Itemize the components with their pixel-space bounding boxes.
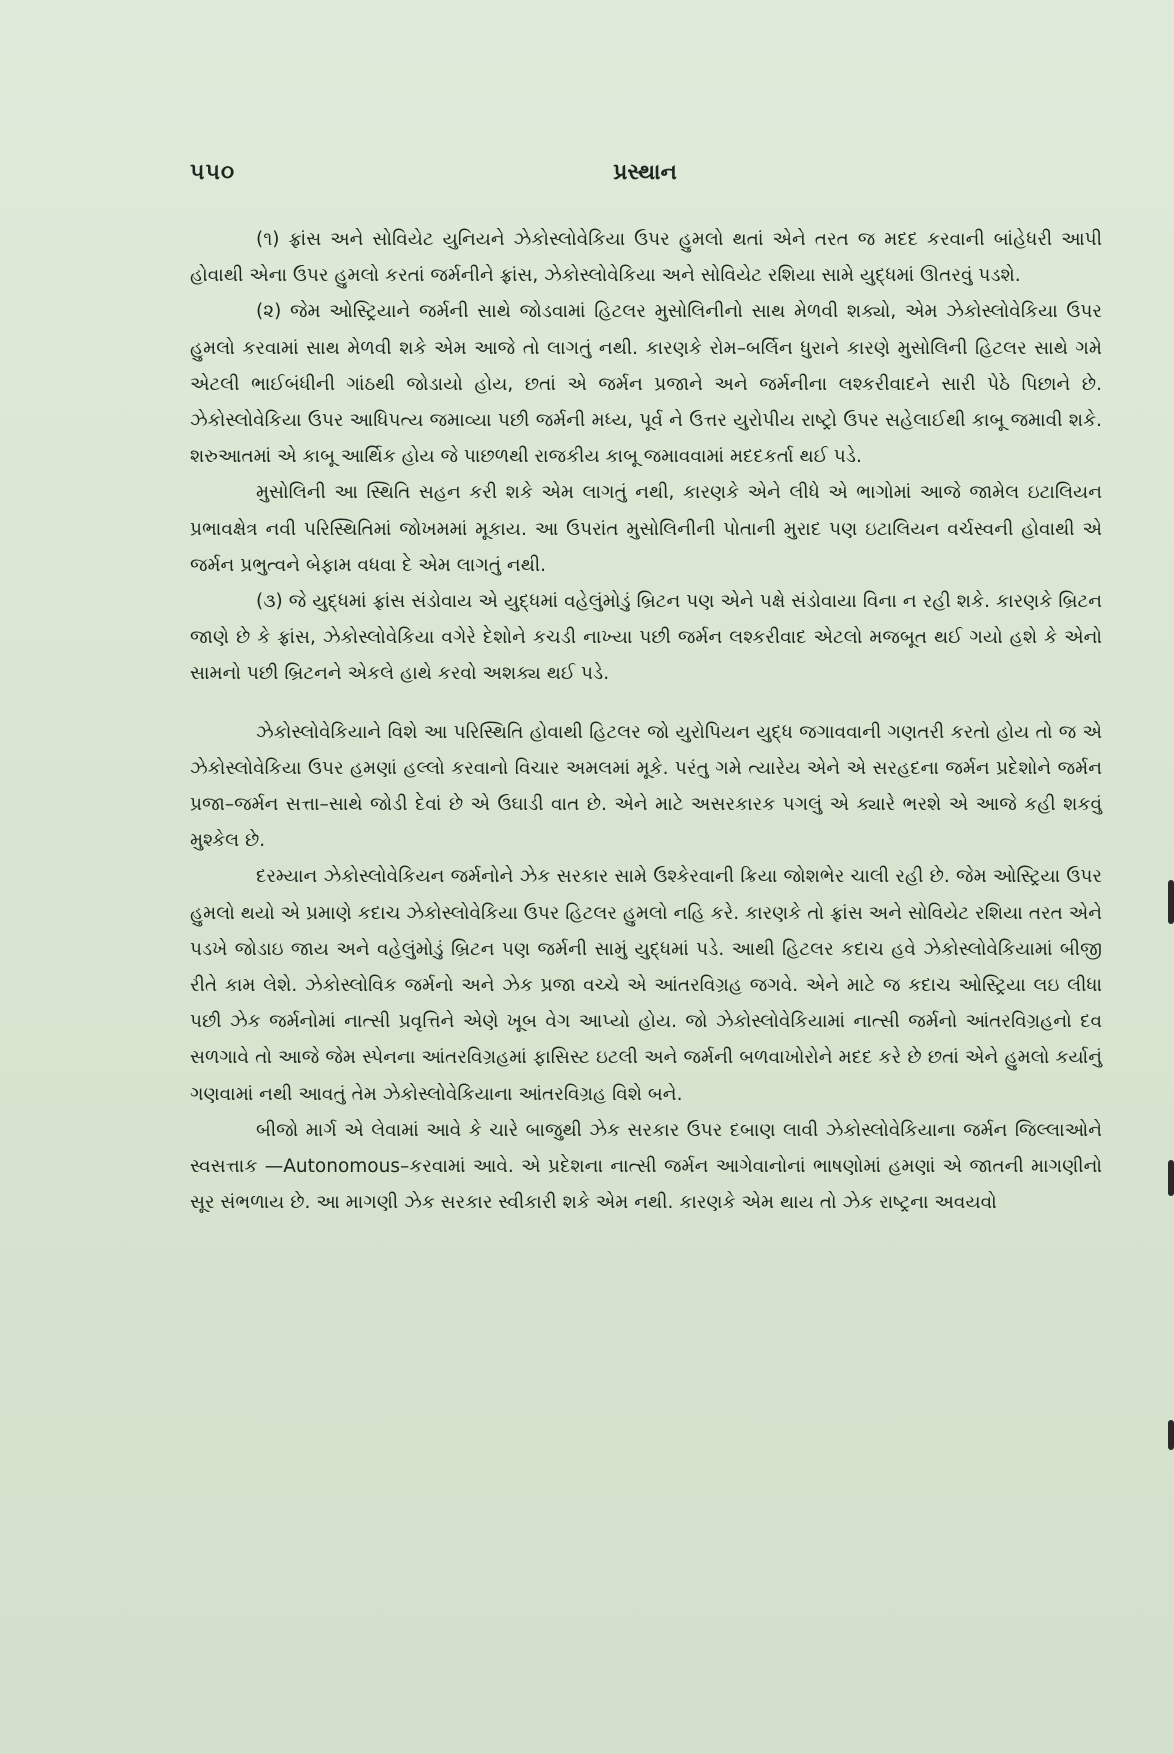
paragraph-mussolini: મુસોલિની આ સ્થિતિ સહન કરી શકે એમ લાગતું નથી, કારણકે એને લીધે એ ભાગોમાં આજે જામેલ ઇટાલિયન પ્રભાવક્ષેત્ર નવી પરિસ્થિતિમાં જોખમમાં મૂકાય. આ ઉપરાંત મુસોલિનીની પોતાની મુરાદ પણ ઇટાલિયન વર્ચસ્વની હોવાથી એ જર્મન પ્રભુત્વને બેફામ વધવા દે એમ લાગતું નથી. xyxy=(190,482,1102,576)
paragraph-point-1: (૧) ફ્રાંસ અને સોવિયેટ યુનિયને ઝેકોસ્લોવેકિયા ઉપર હુમલો થતાં એને તરત જ મદદ કરવાની બાંહેધરી આપી હોવાથી એના ઉપર હુમલો કરતાં જર્મનીને ફ્રાંસ, ઝેકોસ્લોવેકિયા અને સોવિયેટ રશિયા સામે યુદ્ધમાં ઊતરવું પડશે. xyxy=(190,229,1102,287)
paragraph-point-3: (૩) જે યુદ્ધમાં ફ્રાંસ સંડોવાય એ યુદ્ધમાં વહેલુંમોડું બ્રિટન પણ એને પક્ષે સંડોવાયા વિના ન રહી શકે. કારણકે બ્રિટન જાણે છે કે ફ્રાંસ, ઝેકોસ્લોવેકિયા વગેરે દેશોને કચડી નાખ્યા પછી જર્મન લશ્કરીવાદ એટલો મજબૂત થઈ ગયો હશે કે એનો સામનો પછી બ્રિટનને એકલે હાથે કરવો અશક્ય થઈ પડે. xyxy=(190,591,1102,685)
page-number: ૫૫૦ xyxy=(190,160,236,185)
paragraph-meanwhile: દરમ્યાન ઝેકોસ્લોવેકિયન જર્મનોને ઝેક સરકાર સામે ઉશ્કેરવાની ક્રિયા જોશભેર ચાલી રહી છે. જેમ ઓસ્ટ્રિયા ઉપર હુમલો થયો એ પ્રમાણે કદાચ ઝેકોસ્લોવેકિયા ઉપર હિટલર હુમલો નહિ કરે. કારણકે તો ફ્રાંસ અને સોવિયેટ રશિયા તરત એને પડખે જોડાઇ જાય અને વહેલુંમોડું બ્રિટન પણ જર્મની સામું યુદ્ધમાં પડે. આથી હિટલર કદાચ હવે ઝેકોસ્લોવેકિયામાં બીજી રીતે કામ લેશે. ઝેકોસ્લોવિક જર્મનો અને ઝેક પ્રજા વચ્ચે એ આંતરવિગ્રહ જગવે. એને માટે જ કદાચ ઓસ્ટ્રિયા લઇ લીધા પછી ઝેક જર્મનોમાં નાત્સી પ્રવૃત્તિને એણે ખૂબ વેગ આપ્યો હોય. જો ઝેકોસ્લોવેકિયામાં નાત્સી જર્મનો આંતરવિગ્રહનો દવ સળગાવે તો આજે જેમ સ્પેનના આંતરવિગ્રહમાં ફાસિસ્ટ ઇટલી અને જર્મની બળવાખોરોને મદદ કરે છે છતાં એને હુમલો કર્યાનું ગણવામાં નથી આવતું તેમ ઝેકોસ્લોવેકિયાના આંતરવિગ્રહ વિશે બને. xyxy=(190,866,1103,1105)
page-edge-mark xyxy=(1168,1420,1174,1450)
page-edge-mark xyxy=(1168,1160,1174,1196)
page-header xyxy=(190,160,1100,200)
running-title: પ્રસ્થાન xyxy=(613,160,677,185)
paragraph-point-2: (૨) જેમ ઓસ્ટ્રિયાને જર્મની સાથે જોડવામાં હિટલર મુસોલિનીનો સાથ મેળવી શક્યો, એમ ઝેકોસ્લોવેકિયા ઉપર હુમલો કરવામાં સાથ મેળવી શકે એમ આજે તો લાગતું નથી. કારણકે રોમ–બર્લિન ધુરાને કારણે મુસોલિની હિટલર સાથે ગમે એટલી ભાઈબંધીની ગાંઠથી જોડાયો હોય, છતાં એ જર્મન પ્રજાને અને જર્મનીના લશ્કરીવાદને સારી પેઠે પિછાને છે. ઝેકોસ્લોવેકિયા ઉપર આધિપત્ય જમાવ્યા પછી જર્મની મધ્ય, પૂર્વ ને ઉત્તર યુરોપીય રાષ્ટ્રો ઉપર સહેલાઈથી કાબૂ જમાવી શકે. શરુઆતમાં એ કાબૂ આર્થિક હોય જે પાછળથી રાજકીય કાબૂ જમાવવામાં મદદકર્તા થઈ પડે. xyxy=(190,301,1102,468)
page-body xyxy=(190,222,1102,1221)
paragraph-second-way: બીજો માર્ગ એ લેવામાં આવે કે ચારે બાજુથી ઝેક સરકાર ઉપર દબાણ લાવી ઝેકોસ્લોવેકિયાના જર્મન જિલ્લાઓને સ્વસત્તાક —Autonomous–કરવામાં આવે. એ પ્રદેશના નાત્સી જર્મન આગેવાનોનાં ભાષણોમાં હમણાં એ જાતની માગણીનો સૂર સંભળાય છે. આ માગણી ઝેક સરકાર સ્વીકારી શકે એમ નથી. કારણકે એમ થાય તો ઝેક રાષ્ટ્રના અવયવો xyxy=(190,1119,1102,1214)
page-edge-mark xyxy=(1168,880,1174,924)
paragraph-czech-situation: ઝેકોસ્લોવેકિયાને વિશે આ પરિસ્થિતિ હોવાથી હિટલર જો યુરોપિયન યુદ્ધ જગાવવાની ગણતરી કરતો હોય તો જ એ ઝેકોસ્લોવેકિયા ઉપર હમણાં હલ્લો કરવાનો વિચાર અમલમાં મૂકે. પરંતુ ગમે ત્યારેય એને એ સરહદના જર્મન પ્રદેશોને જર્મન પ્રજા–જર્મન સત્તા–સાથે જોડી દેવાં છે એ ઉઘાડી વાત છે. એને માટે અસરકારક પગલું એ ક્યારે ભરશે એ આજે કહી શકવું મુશ્કેલ છે. xyxy=(190,721,1102,852)
